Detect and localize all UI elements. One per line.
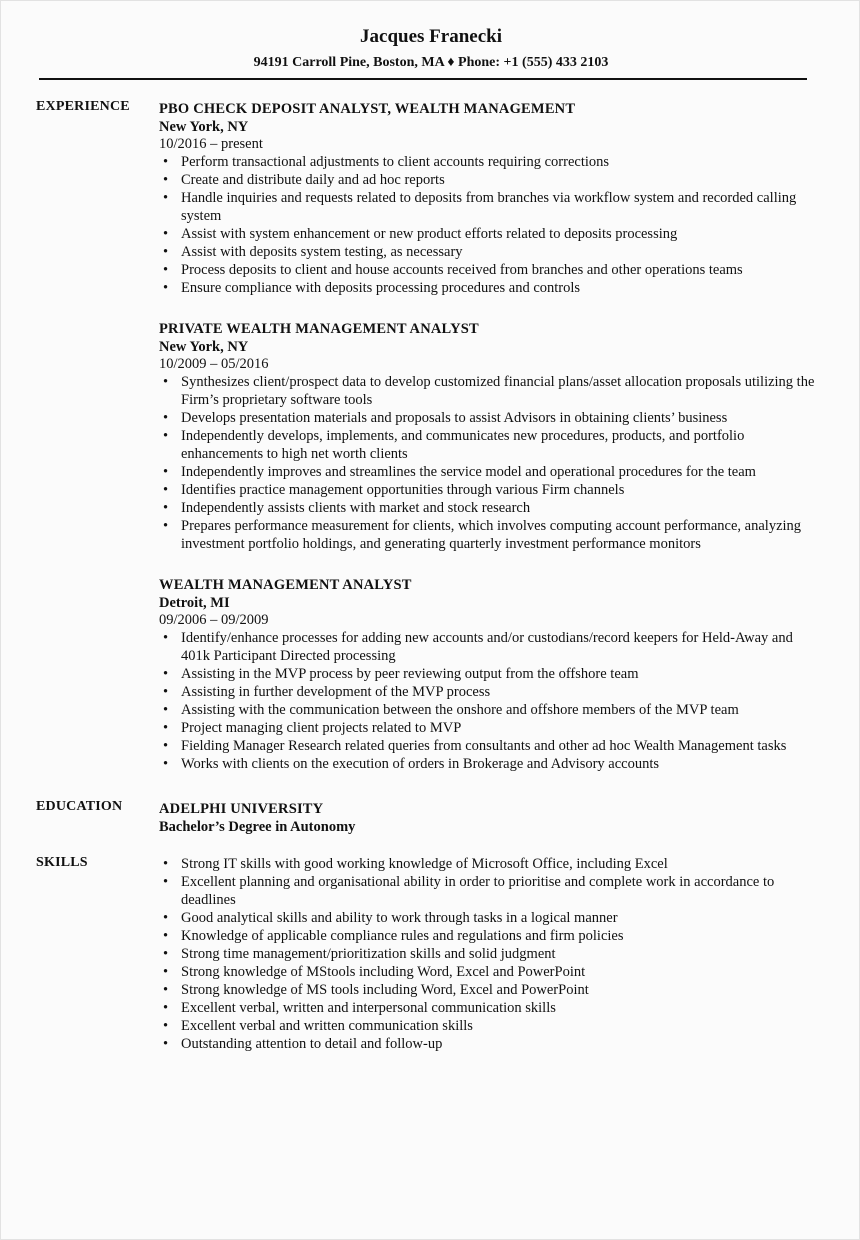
- list-item: • Assisting in the MVP process by peer reviewing output from the offshore team: [159, 665, 819, 683]
- education-body: [159, 800, 819, 836]
- list-item: • Good analytical skills and ability to work through tasks in a logical manner: [159, 909, 819, 927]
- list-item: • Ensure compliance with deposits processing procedures and controls: [159, 279, 819, 297]
- job-title: WEALTH MANAGEMENT ANALYST: [159, 577, 412, 593]
- header-divider: [39, 78, 807, 80]
- list-item: • Outstanding attention to detail and follow-up: [159, 1035, 819, 1053]
- list-item: • Knowledge of applicable compliance rules and regulations and firm policies: [159, 927, 819, 945]
- skills-body: [159, 855, 819, 1053]
- list-item: • Identifies practice management opportunities through various Firm channels: [159, 481, 819, 499]
- job-location: Detroit, MI: [159, 595, 230, 611]
- list-item: • Assisting with the communication between the onshore and offshore members of the MVP team: [159, 701, 819, 719]
- job-duties: [159, 373, 819, 553]
- job-title: PBO CHECK DEPOSIT ANALYST, WEALTH MANAGEMENT: [159, 101, 576, 117]
- list-item: • Project managing client projects related to MVP: [159, 719, 819, 737]
- list-item: • Strong knowledge of MStools including Word, Excel and PowerPoint: [159, 963, 819, 981]
- contact-line: 94191 Carroll Pine, Boston, MA ♦ Phone: +1 (555) 433 2103: [253, 55, 609, 70]
- list-item: • Strong time management/prioritization skills and solid judgment: [159, 945, 819, 963]
- job-duties: [159, 153, 819, 297]
- job-entry: [159, 320, 819, 553]
- job-duties: [159, 629, 819, 773]
- list-item: • Assist with deposits system testing, as necessary: [159, 243, 819, 261]
- skills-list: [159, 855, 819, 1053]
- list-item: • Excellent verbal, written and interpersonal communication skills: [159, 999, 819, 1017]
- list-item: • Excellent verbal and written communication skills: [159, 1017, 819, 1035]
- list-item: • Perform transactional adjustments to client accounts requiring corrections: [159, 153, 819, 171]
- list-item: • Independently improves and streamlines the service model and operational procedures for the team: [159, 463, 819, 481]
- list-item: • Strong IT skills with good working knowledge of Microsoft Office, including Excel: [159, 855, 819, 873]
- job-location: New York, NY: [159, 339, 249, 355]
- list-item: • Synthesizes client/prospect data to develop customized financial plans/asset allocation proposals utilizing the Firm’s proprietary software tools: [159, 373, 819, 409]
- job-dates: 10/2009 – 05/2016: [159, 356, 269, 372]
- list-item: • Fielding Manager Research related queries from consultants and other ad hoc Wealth Management tasks: [159, 737, 819, 755]
- school-name: ADELPHI UNIVERSITY: [159, 801, 324, 817]
- job-title: PRIVATE WEALTH MANAGEMENT ANALYST: [159, 321, 479, 337]
- resume-header: [1, 23, 860, 72]
- list-item: • Excellent planning and organisational ability in order to prioritise and complete work in accordance to deadlines: [159, 873, 819, 909]
- section-title-skills: SKILLS: [36, 855, 88, 870]
- list-item: • Create and distribute daily and ad hoc reports: [159, 171, 819, 189]
- list-item: • Handle inquiries and requests related to deposits from branches via workflow system and recorded calling system: [159, 189, 819, 225]
- job-location: New York, NY: [159, 119, 249, 135]
- job-entry: [159, 576, 819, 773]
- job-dates: 10/2016 – present: [159, 136, 263, 152]
- list-item: • Develops presentation materials and proposals to assist Advisors in obtaining clients’ business: [159, 409, 819, 427]
- list-item: • Assist with system enhancement or new product efforts related to deposits processing: [159, 225, 819, 243]
- job-entry: [159, 100, 819, 297]
- list-item: • Strong knowledge of MS tools including Word, Excel and PowerPoint: [159, 981, 819, 999]
- list-item: • Prepares performance measurement for clients, which involves computing account performance, analyzing investment portfolio holdings, and generating quarterly investment performance monitors: [159, 517, 819, 553]
- section-title-education: EDUCATION: [36, 799, 123, 814]
- list-item: • Independently assists clients with market and stock research: [159, 499, 819, 517]
- section-title-experience: EXPERIENCE: [36, 99, 130, 114]
- list-item: • Identify/enhance processes for adding new accounts and/or custodians/record keepers for Held-Away and 401k Participant Directed processing: [159, 629, 819, 665]
- list-item: • Assisting in further development of the MVP process: [159, 683, 819, 701]
- list-item: • Independently develops, implements, and communicates new procedures, products, and portfolio enhancements to high net worth clients: [159, 427, 819, 463]
- candidate-name: Jacques Franecki: [360, 26, 502, 47]
- job-dates: 09/2006 – 09/2009: [159, 612, 269, 628]
- list-item: • Works with clients on the execution of orders in Brokerage and Advisory accounts: [159, 755, 819, 773]
- degree: Bachelor’s Degree in Autonomy: [159, 819, 356, 835]
- list-item: • Process deposits to client and house accounts received from branches and other operations teams: [159, 261, 819, 279]
